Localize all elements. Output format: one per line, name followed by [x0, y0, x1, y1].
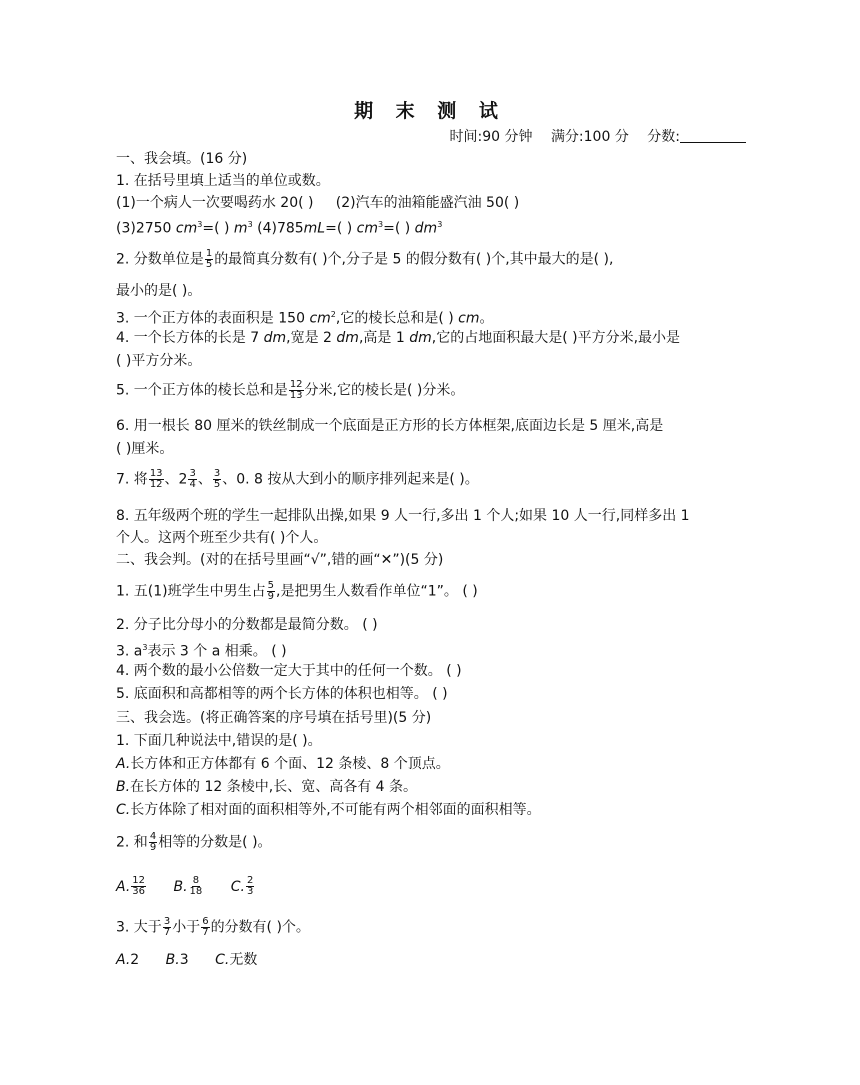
fraction: $\frac{4}{9}$ — [149, 831, 157, 853]
fraction: $\frac{3}{7}$ — [163, 916, 171, 938]
fraction: $\frac{2}{3}$ — [246, 875, 254, 897]
section-1-heading: 一、我会填。(16 分) — [116, 151, 248, 167]
question-1-3: 3. 一个正方体的表面积是 150 $cm^2$,它的棱长总和是( ) cm。 — [116, 310, 494, 327]
fraction: $\frac{5}{9}$ — [267, 580, 275, 602]
question-2-3: 3. $a^3$表示 3 个 a 相乘。 ( ) — [116, 643, 287, 660]
question-1-5: 5. 一个正方体的棱长总和是 $\frac{12}{13}$ 分米,它的棱长是( )分米。 — [116, 379, 465, 401]
score-blank[interactable] — [680, 128, 746, 143]
question-1-8: 8. 五年级两个班的学生一起排队出操,如果 9 人一行,多出 1 个人;如果 10 人一行,同样多出 1 — [116, 508, 690, 524]
question-1-1-parts-b: (3)2750 $cm^3=$( ) $m^3$ (4)785mL=( ) $cm^3=$( ) $dm^3$ — [116, 220, 443, 237]
option-3-1-a: A.长方体和正方体都有 6 个面、12 条棱、8 个顶点。 — [116, 756, 450, 772]
full-score: 满分:100 分 — [550, 129, 629, 145]
question-2-5: 5. 底面积和高都相等的两个长方体的体积也相等。 ( ) — [116, 686, 448, 702]
fraction: $\frac{1}{5}$ — [205, 248, 213, 270]
question-2-1: 1. 五(1)班学生中男生占 $\frac{5}{9}$ ,是把男生人数看作单位“1”。 ( ) — [116, 580, 478, 602]
question-1-1: 1. 在括号里填上适当的单位或数。 — [116, 173, 330, 189]
fraction: $\frac{3}{5}$ — [213, 468, 221, 490]
options-3-2: A. $\frac{12}{36}$ B. $\frac{8}{18}$ C. $\frac{2}{3}$ — [116, 875, 254, 897]
question-2-4: 4. 两个数的最小公倍数一定大于其中的任何一个数。 ( ) — [116, 663, 462, 679]
exam-meta — [436, 126, 747, 146]
question-1-8-cont: 个人。这两个班至少共有( )个人。 — [116, 530, 328, 546]
section-3-heading: 三、我会选。(将正确答案的序号填在括号里)(5 分) — [116, 710, 432, 726]
question-1-7: 7. 将 $\frac{13}{12}$ 、2 $\frac{3}{4}$ 、 $\frac{3}{5}$ 、0. 8 按从大到小的顺序排列起来是( )。 — [116, 468, 479, 490]
question-1-2: 2. 分数单位是 $\frac{1}{5}$ 的最简真分数有( )个,分子是 5 的假分数有( )个,其中最大的是( ), — [116, 248, 614, 270]
question-1-4-cont: ( )平方分米。 — [116, 353, 202, 369]
option-3-1-b: B.在长方体的 12 条棱中,长、宽、高各有 4 条。 — [116, 779, 418, 795]
option-3-1-c: C.长方体除了相对面的面积相等外,不可能有两个相邻面的面积相等。 — [116, 802, 541, 818]
question-1-2-cont: 最小的是( )。 — [116, 283, 202, 299]
options-3-3: A.2 B.3 C.无数 — [116, 952, 258, 968]
question-1-6: 6. 用一根长 80 厘米的铁丝制成一个底面是正方形的长方体框架,底面边长是 5 厘米,高是 — [116, 418, 664, 434]
fraction: $\frac{12}{13}$ — [289, 379, 303, 401]
time-limit: 时间:90 分钟 — [449, 129, 533, 145]
question-1-1-parts-a: (1)一个病人一次要喝药水 20( ) (2)汽车的油箱能盛汽油 50( ) — [116, 195, 520, 211]
fraction: $\frac{8}{18}$ — [189, 875, 203, 897]
question-1-4: 4. 一个长方体的长是 7 dm,宽是 2 dm,高是 1 dm,它的占地面积最大是( )平方分米,最小是 — [116, 330, 681, 346]
question-3-3: 3. 大于 $\frac{3}{7}$ 小于 $\frac{6}{7}$ 的分数有( )个。 — [116, 916, 310, 938]
section-2-heading: 二、我会判。(对的在括号里画“√”,错的画“✕”)(5 分) — [116, 552, 444, 568]
fraction: $\frac{13}{12}$ — [149, 468, 163, 490]
question-1-6-cont: ( )厘米。 — [116, 441, 174, 457]
fraction: $\frac{6}{7}$ — [202, 916, 209, 938]
question-3-1: 1. 下面几种说法中,错误的是( )。 — [116, 733, 322, 749]
question-3-2: 2. 和 $\frac{4}{9}$ 相等的分数是( )。 — [116, 831, 272, 853]
fraction: $\frac{12}{36}$ — [132, 875, 146, 897]
question-2-2: 2. 分子比分母小的分数都是最简分数。 ( ) — [116, 617, 378, 633]
fraction: $\frac{3}{4}$ — [189, 468, 196, 490]
page-title: 期 末 测 试 — [354, 100, 506, 122]
score-label: 分数: — [647, 129, 680, 145]
